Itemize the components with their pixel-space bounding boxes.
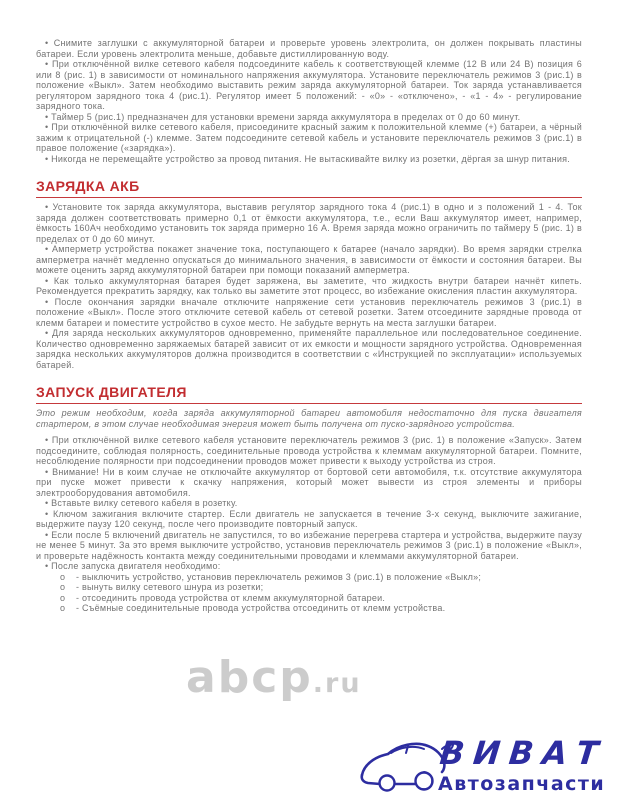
list-item-text: - выключить устройство, установив переключатель режимов 3 (рис.1) в положение «Выкл»; [76, 571, 482, 582]
circle-bullet: o [60, 571, 66, 582]
circle-bullet: o [60, 603, 66, 613]
lead-paragraph: Это режим необходим, когда заряда аккумуляторной батареи автомобиля недостаточно для пуска двигателя стартером, в этом случае необходимая энергия может быть получена от пуско-зарядного устройства. [36, 408, 582, 429]
body-paragraph: • Внимание! Ни в коим случае не отключайте аккумулятор от бортовой сети автомобиля, т.к. отсутствие аккумулятора при пуске может привести к скачку напряжения, который может вывести из строя элементы и приборы электрооборудования автомобиля. [36, 466, 582, 498]
intro-paragraph: • При отключённой вилке сетевого кабеля, присоедините красный зажим к положительной клемме (+) батареи, а чёрный зажим к отрицательной (-) клемме. Затем подсоедините сетевой кабель и установите переключатель режимов 3 (рис.1) в правое положение («зарядка»). [36, 122, 582, 153]
body-paragraph: • При отключённой вилке сетевого кабеля установите переключатель режимов 3 (рис. 1) в положение «Запуск». Затем подсоедините, соблюдая полярность, соединительные провода устройства к клеммам аккумуляторной батареи. Помните, несоблюдение полярности при подсоединении проводов может привести к выходу устройства из строя. [36, 435, 582, 466]
intro-paragraph: • Никогда не перемещайте устройство за провод питания. Не вытаскивайте вилку из розетки, дёргая за шнур питания. [45, 153, 571, 164]
watermark-abcp [186, 652, 362, 706]
logo-brand: ВИВАТ [438, 734, 610, 772]
logo-subtitle: Автозапчасти [438, 773, 606, 795]
after-start-checklist [60, 572, 582, 614]
list-item [60, 593, 582, 604]
list-item [60, 582, 582, 593]
body-paragraph: • После запуска двигателя необходимо: [45, 561, 221, 571]
circle-bullet: o [60, 582, 66, 592]
list-item-text: - Съёмные соединительные провода устройства отсоединить от клемм устройства. [76, 603, 446, 613]
body-paragraph: • Если после 5 включений двигатель не запустился, то во избежание перегрева стартера и устройства, выдержите паузу не менее 5 минут. За это время выключите устройство, установив переключатель режимов 3 (рис.1) в положение «Выкл», и проверьте надёжность контакта между соединительными проводами и клеммами аккумуляторной батареи. [36, 529, 582, 561]
body-paragraph: • Амперметр устройства покажет значение тока, поступающего к батарее (начало зарядки). Во время зарядки стрелка амперметра начнёт медленно опускаться до минимального значения, в зависимости от ёмкости и состояния батареи. Вы можете оценить заряд аккумуляторной батареи при помощи показаний амперметра. [36, 244, 582, 275]
body-paragraph: • После окончания зарядки вначале отключите напряжение сети установив переключатель режимов 3 (рис.1) в положение «Выкл». После этого отключите сетевой кабель от сетевой розетки. Затем отсоедините зарядные провода от клемм батареи и поместите устройство в сухое место. Не забудьте вернуть на места заглушки батареи. [36, 296, 582, 328]
intro-paragraph: • Снимите заглушки с аккумуляторной батареи и проверьте уровень электролита, он должен покрывать пластины батареи. Если уровень электролита меньше, добавьте дистиллированную воду. [36, 38, 582, 59]
vivat-logo [358, 735, 614, 797]
body-paragraph: • Вставьте вилку сетевого кабеля в розетку. [45, 498, 238, 508]
section-title-charging: ЗАРЯДКА АКБ [36, 179, 582, 198]
body-paragraph: • Установите ток заряда аккумулятора, выставив регулятор зарядного тока 4 (рис.1) в одно и з положений 1 - 4. Ток заряда должен соответствовать примерно 0,1 от ёмкости аккумулятора, т.е., если Ваш аккумулятор имеет, например, ёмкость 160Ач необходимо установить ток заряда примерно 16 А. Время заряда можно ограничить по таймеру 5 (рис. 1) в пределах от 0 до 60 минут. [36, 202, 582, 244]
watermark-suffix: .ru [312, 668, 362, 699]
intro-paragraph: • Таймер 5 (рис.1) предназначен для установки времени заряда аккумулятора в пределах от 0 до 60 минут. [45, 111, 521, 122]
section-title-engine-start: ЗАПУСК ДВИГАТЕЛЯ [36, 385, 582, 404]
circle-bullet: o [60, 592, 66, 603]
body-paragraph: • Ключом зажигания включите стартер. Если двигатель не запускается в течение 3-х секунд, выключите зажигание, выдержите паузу 120 секунд, после чего производите повторный запуск. [36, 508, 582, 529]
body-paragraph: • Как только аккумуляторная батарея будет заряжена, вы заметите, что жидкость внутри батареи начнёт кипеть. Рекомендуется прекратить зарядку, как только вы заметите этот процесс, во избежание окисления пластин аккумулятора. [36, 275, 582, 296]
intro-paragraph: • При отключённой вилке сетевого кабеля подсоедините кабель к соответствующей клемме (12 В или 24 В) позиция 6 или 8 (рис. 1) в зависимости от номинального напряжения аккумулятора. Установите переключатель режимов 3 (рис.1) в положение «Выкл». Затем необходимо выставить режим заряда аккумуляторной батареи. Ток заряда устанавливается регулятором зарядного тока 4 (рис.1). Регулятор имеет 5 положений: - «0» - «отключено», - «1 - 4» - регулирование зарядного тока. [36, 59, 582, 111]
list-item-text: - отсоединить провода устройства от клемм аккумуляторной батареи. [76, 592, 386, 603]
list-item-text: - вынуть вилку сетевого шнура из розетки; [76, 582, 264, 592]
list-item [60, 603, 582, 614]
document-content [36, 38, 582, 614]
body-paragraph: • Для заряда нескольких аккумуляторов одновременно, применяйте параллельное или последовательное соединение. Количество одновременно заряжаемых батарей зависит от их емкости и мощности зарядного устройства. Одновременная зарядка нескольких аккумуляторов должна производится в соответствии с «Инструкцией по эксплуатации» используемых батарей. [36, 328, 582, 370]
watermark-text: abcp [186, 652, 313, 703]
list-item [60, 572, 582, 583]
